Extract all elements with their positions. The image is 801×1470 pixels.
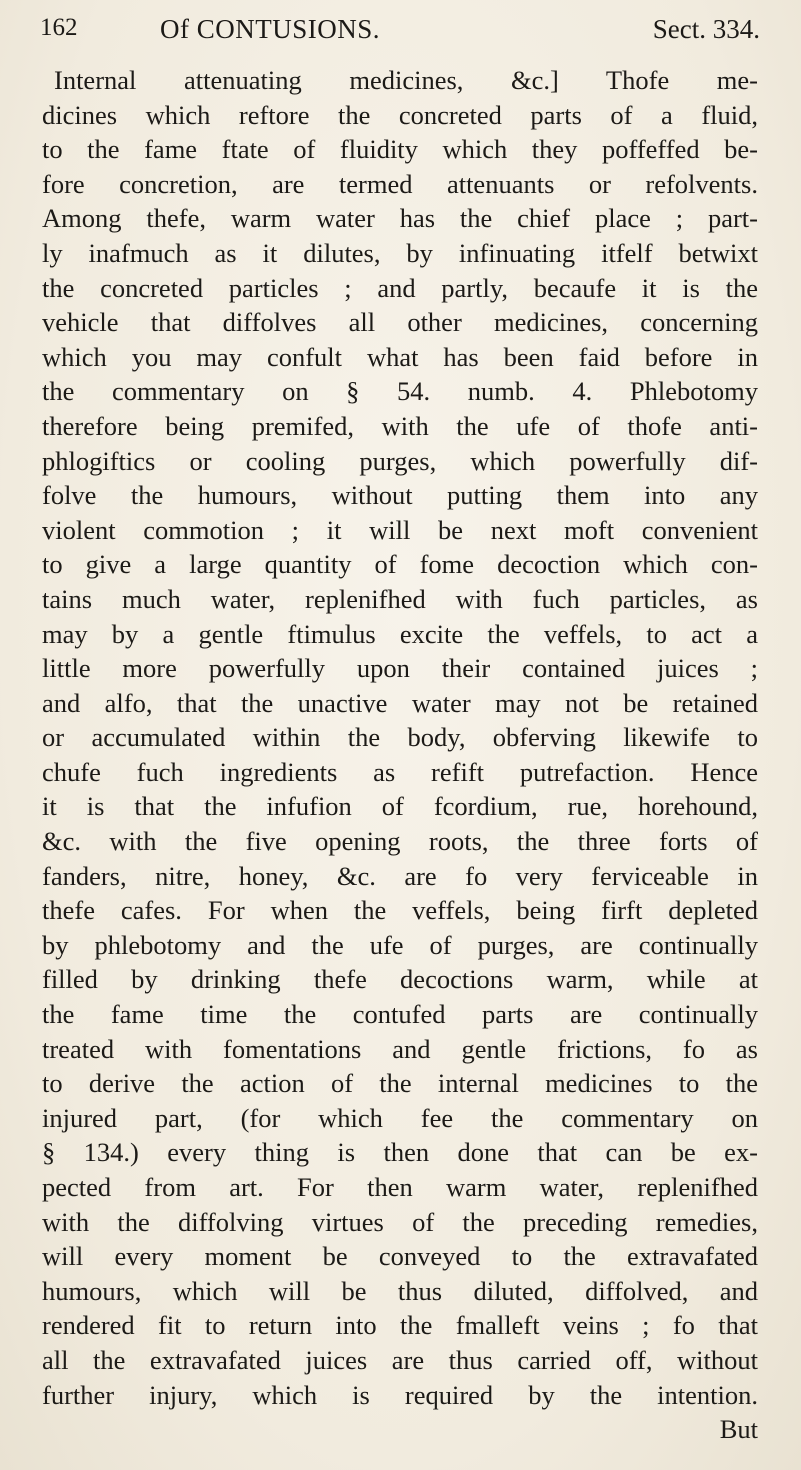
page-number: 162 [40,14,78,41]
text-line: Among thefe, warm water has the chief place ; part- [42,203,758,234]
text-line: fore concretion, are termed attenuants or refolvents. [42,168,758,199]
section-number: Sect. 334. [652,14,760,44]
text-line: pected from art. For then warm water, replenifhed [42,1172,758,1202]
text-line: and alfo, that the unactive water may not be retained [42,687,758,718]
text-line: to the fame ftate of fluidity which they poffeffed be- [42,134,758,165]
text-line: filled by drinking thefe decoctions warm, while at [42,964,758,995]
text-line: ly inafmuch as it dilutes, by infinuating itfelf betwixt [42,237,758,268]
text-line: &c. with the five opening roots, the three forts of [42,826,758,857]
text-line: rendered fit to return into the fmalleft veins ; fo that [42,1310,758,1341]
text-line: little more powerfully upon their contained juices ; [42,653,758,684]
text-line: further injury, which is required by the intention. [42,1379,758,1410]
text-line: it is that the infufion of fcordium, rue, horehound, [42,791,758,822]
text-line: all the extravafated juices are thus carried off, without [42,1344,758,1375]
text-line: phlogiftics or cooling purges, which powerfully dif- [42,445,758,476]
text-line: chufe fuch ingredients as refift putrefaction. Hence [42,756,758,787]
text-line: fanders, nitre, honey, &c. are fo very ferviceable in [42,860,758,891]
text-line: dicines which reftore the concreted parts of a fluid, [42,99,758,130]
text-line: to give a large quantity of fome decoction which con- [42,549,758,580]
text-line: § 134.) every thing is then done that can be ex- [42,1137,758,1168]
running-title: Of CONTUSIONS. [160,14,381,44]
running-header [40,10,760,54]
text-line: thefe cafes. For when the veffels, being firft depleted [42,895,758,926]
text-line: which you may confult what has been faid before in [42,341,758,372]
text-line: therefore being premifed, with the ufe of thofe anti- [42,410,758,441]
text-line: the commentary on § 54. numb. 4. Phlebotomy [42,376,758,407]
text-line: may by a gentle ftimulus excite the veffels, to act a [42,618,758,649]
text-line: treated with fomentations and gentle frictions, fo as [42,1033,758,1064]
text-line: to derive the action of the internal medicines to the [42,1068,758,1099]
body-text [42,63,758,1447]
catchword: But [719,1414,758,1445]
text-line: the concreted particles ; and partly, becaufe it is the [42,272,758,303]
text-line: Internal attenuating medicines, &c.] Thofe me- [54,65,758,95]
text-line: injured part, (for which fee the commentary on [42,1102,758,1133]
text-line: humours, which will be thus diluted, diffolved, and [42,1275,758,1306]
text-line: will every moment be conveyed to the extravafated [42,1241,758,1272]
text-line: by phlebotomy and the ufe of purges, are continually [42,929,758,960]
text-line: tains much water, replenifhed with fuch particles, as [42,583,758,614]
text-line: the fame time the contufed parts are continually [42,999,758,1030]
text-line: with the diffolving virtues of the preceding remedies, [42,1206,758,1237]
text-line: or accumulated within the body, obferving likewife to [42,722,758,753]
text-line: vehicle that diffolves all other medicines, concerning [42,307,758,338]
text-line: folve the humours, without putting them into any [42,480,758,511]
text-line: violent commotion ; it will be next moft convenient [42,514,758,545]
